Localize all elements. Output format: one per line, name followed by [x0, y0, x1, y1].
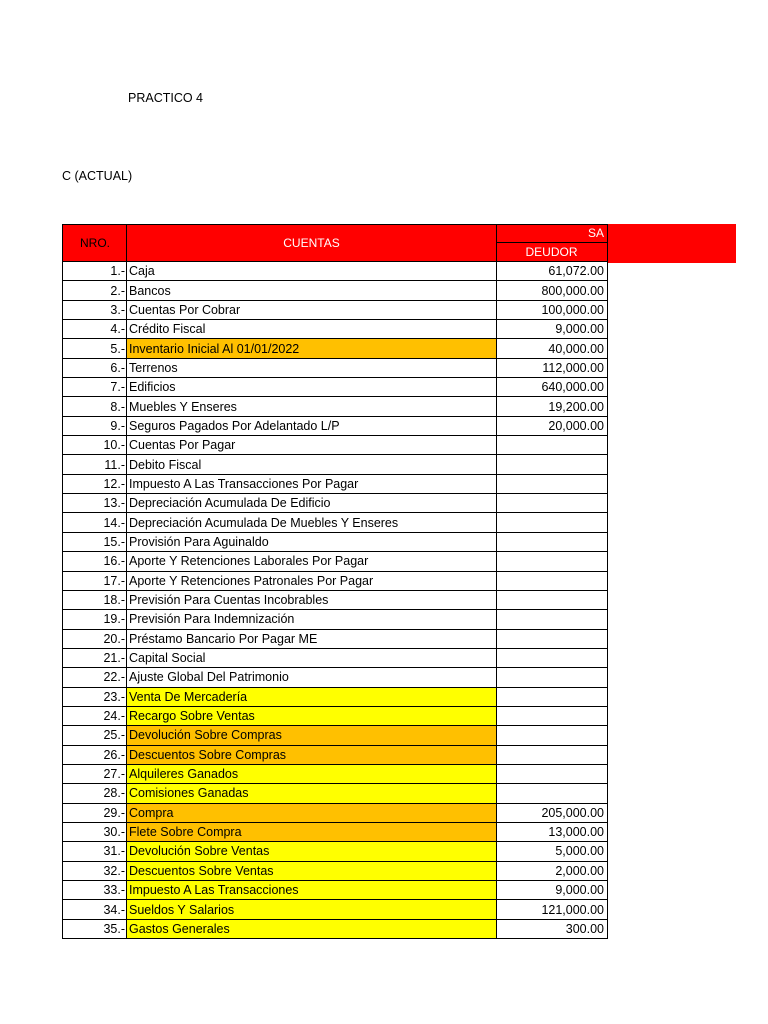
row-number: 18.- [63, 590, 127, 609]
row-number: 28.- [63, 784, 127, 803]
account-name: Impuesto A Las Transacciones [127, 881, 497, 900]
row-number: 35.- [63, 919, 127, 938]
account-name: Alquileres Ganados [127, 764, 497, 783]
table-row [63, 881, 608, 900]
account-name: Previsión Para Cuentas Incobrables [127, 590, 497, 609]
debit-amount [497, 436, 608, 455]
row-number: 6.- [63, 358, 127, 377]
table-row [63, 281, 608, 300]
account-name: Depreciación Acumulada De Edificio [127, 494, 497, 513]
debit-amount: 112,000.00 [497, 358, 608, 377]
debit-amount: 2,000.00 [497, 861, 608, 880]
table-row [63, 320, 608, 339]
debit-amount [497, 532, 608, 551]
row-number: 21.- [63, 648, 127, 667]
debit-amount: 300.00 [497, 919, 608, 938]
account-name: Caja [127, 262, 497, 281]
table-row [63, 900, 608, 919]
header-sa: SA [497, 225, 608, 243]
row-number: 10.- [63, 436, 127, 455]
debit-amount: 13,000.00 [497, 822, 608, 841]
table-row [63, 571, 608, 590]
account-name: Capital Social [127, 648, 497, 667]
table-row [63, 339, 608, 358]
row-number: 26.- [63, 745, 127, 764]
debit-amount [497, 455, 608, 474]
row-number: 4.- [63, 320, 127, 339]
table-row [63, 416, 608, 435]
table-row [63, 590, 608, 609]
row-number: 19.- [63, 610, 127, 629]
table-row [63, 745, 608, 764]
row-number: 20.- [63, 629, 127, 648]
row-number: 1.- [63, 262, 127, 281]
account-name: Inventario Inicial Al 01/01/2022 [127, 339, 497, 358]
table-row [63, 552, 608, 571]
table-row [63, 706, 608, 725]
account-name: Sueldos Y Salarios [127, 900, 497, 919]
debit-amount [497, 648, 608, 667]
debit-amount [497, 668, 608, 687]
debit-amount: 9,000.00 [497, 320, 608, 339]
table-header [63, 225, 608, 262]
debit-amount: 40,000.00 [497, 339, 608, 358]
debit-amount [497, 474, 608, 493]
account-name: Depreciación Acumulada De Muebles Y Enseres [127, 513, 497, 532]
table-row [63, 513, 608, 532]
row-number: 12.- [63, 474, 127, 493]
table-row [63, 822, 608, 841]
account-name: Ajuste Global Del Patrimonio [127, 668, 497, 687]
row-number: 24.- [63, 706, 127, 725]
account-name: Cuentas Por Cobrar [127, 300, 497, 319]
table-row [63, 532, 608, 551]
debit-amount [497, 745, 608, 764]
debit-amount [497, 784, 608, 803]
row-number: 9.- [63, 416, 127, 435]
account-name: Edificios [127, 378, 497, 397]
table-row [63, 784, 608, 803]
row-number: 15.- [63, 532, 127, 551]
header-red-extension [608, 224, 736, 263]
table-row [63, 764, 608, 783]
account-name: Terrenos [127, 358, 497, 377]
row-number: 22.- [63, 668, 127, 687]
account-name: Descuentos Sobre Ventas [127, 861, 497, 880]
account-name: Previsión Para Indemnización [127, 610, 497, 629]
table-row [63, 648, 608, 667]
debit-amount: 19,200.00 [497, 397, 608, 416]
table-row [63, 397, 608, 416]
debit-amount [497, 590, 608, 609]
table-row [63, 262, 608, 281]
table-row [63, 803, 608, 822]
debit-amount: 121,000.00 [497, 900, 608, 919]
table-body [63, 262, 608, 939]
row-number: 33.- [63, 881, 127, 900]
row-number: 31.- [63, 842, 127, 861]
row-number: 23.- [63, 687, 127, 706]
debit-amount: 800,000.00 [497, 281, 608, 300]
table-row [63, 494, 608, 513]
row-number: 3.- [63, 300, 127, 319]
table-row [63, 378, 608, 397]
table-row [63, 358, 608, 377]
account-name: Bancos [127, 281, 497, 300]
account-name: Recargo Sobre Ventas [127, 706, 497, 725]
row-number: 7.- [63, 378, 127, 397]
account-name: Devolución Sobre Compras [127, 726, 497, 745]
header-deudor: DEUDOR [497, 243, 608, 262]
debit-amount [497, 687, 608, 706]
debit-amount [497, 610, 608, 629]
row-number: 11.- [63, 455, 127, 474]
debit-amount: 640,000.00 [497, 378, 608, 397]
row-number: 34.- [63, 900, 127, 919]
account-name: Debito Fiscal [127, 455, 497, 474]
account-name: Gastos Generales [127, 919, 497, 938]
account-name: Cuentas Por Pagar [127, 436, 497, 455]
row-number: 27.- [63, 764, 127, 783]
header-cuentas: CUENTAS [127, 225, 497, 262]
table-row [63, 861, 608, 880]
table-row [63, 919, 608, 938]
debit-amount [497, 513, 608, 532]
account-name: Devolución Sobre Ventas [127, 842, 497, 861]
account-name: Crédito Fiscal [127, 320, 497, 339]
row-number: 16.- [63, 552, 127, 571]
row-number: 14.- [63, 513, 127, 532]
row-number: 17.- [63, 571, 127, 590]
table-row [63, 300, 608, 319]
debit-amount: 20,000.00 [497, 416, 608, 435]
row-number: 13.- [63, 494, 127, 513]
row-number: 8.- [63, 397, 127, 416]
header-nro: NRO. [63, 225, 127, 262]
row-number: 30.- [63, 822, 127, 841]
account-name: Seguros Pagados Por Adelantado L/P [127, 416, 497, 435]
debit-amount [497, 764, 608, 783]
debit-amount: 61,072.00 [497, 262, 608, 281]
table-row [63, 687, 608, 706]
debit-amount [497, 571, 608, 590]
row-number: 2.- [63, 281, 127, 300]
table-row [63, 455, 608, 474]
debit-amount [497, 629, 608, 648]
debit-amount [497, 494, 608, 513]
debit-amount: 5,000.00 [497, 842, 608, 861]
row-number: 29.- [63, 803, 127, 822]
table-row [63, 726, 608, 745]
row-number: 25.- [63, 726, 127, 745]
debit-amount: 100,000.00 [497, 300, 608, 319]
account-name: Venta De Mercadería [127, 687, 497, 706]
document-title: PRACTICO 4 [128, 91, 204, 105]
account-name: Aporte Y Retenciones Laborales Por Pagar [127, 552, 497, 571]
row-number: 32.- [63, 861, 127, 880]
account-name: Compra [127, 803, 497, 822]
account-name: Impuesto A Las Transacciones Por Pagar [127, 474, 497, 493]
debit-amount [497, 552, 608, 571]
account-name: Préstamo Bancario Por Pagar ME [127, 629, 497, 648]
accounts-table [62, 224, 608, 939]
account-name: Comisiones Ganadas [127, 784, 497, 803]
debit-amount [497, 726, 608, 745]
account-name: Descuentos Sobre Compras [127, 745, 497, 764]
row-number: 5.- [63, 339, 127, 358]
debit-amount: 9,000.00 [497, 881, 608, 900]
account-name: Aporte Y Retenciones Patronales Por Pagar [127, 571, 497, 590]
account-name: Flete Sobre Compra [127, 822, 497, 841]
table-row [63, 474, 608, 493]
account-name: Provisión Para Aguinaldo [127, 532, 497, 551]
table-row [63, 629, 608, 648]
table-row [63, 668, 608, 687]
table-row [63, 436, 608, 455]
account-name: Muebles Y Enseres [127, 397, 497, 416]
debit-amount [497, 706, 608, 725]
document-subtitle: C (ACTUAL) [62, 169, 133, 183]
debit-amount: 205,000.00 [497, 803, 608, 822]
table-row [63, 842, 608, 861]
table-row [63, 610, 608, 629]
